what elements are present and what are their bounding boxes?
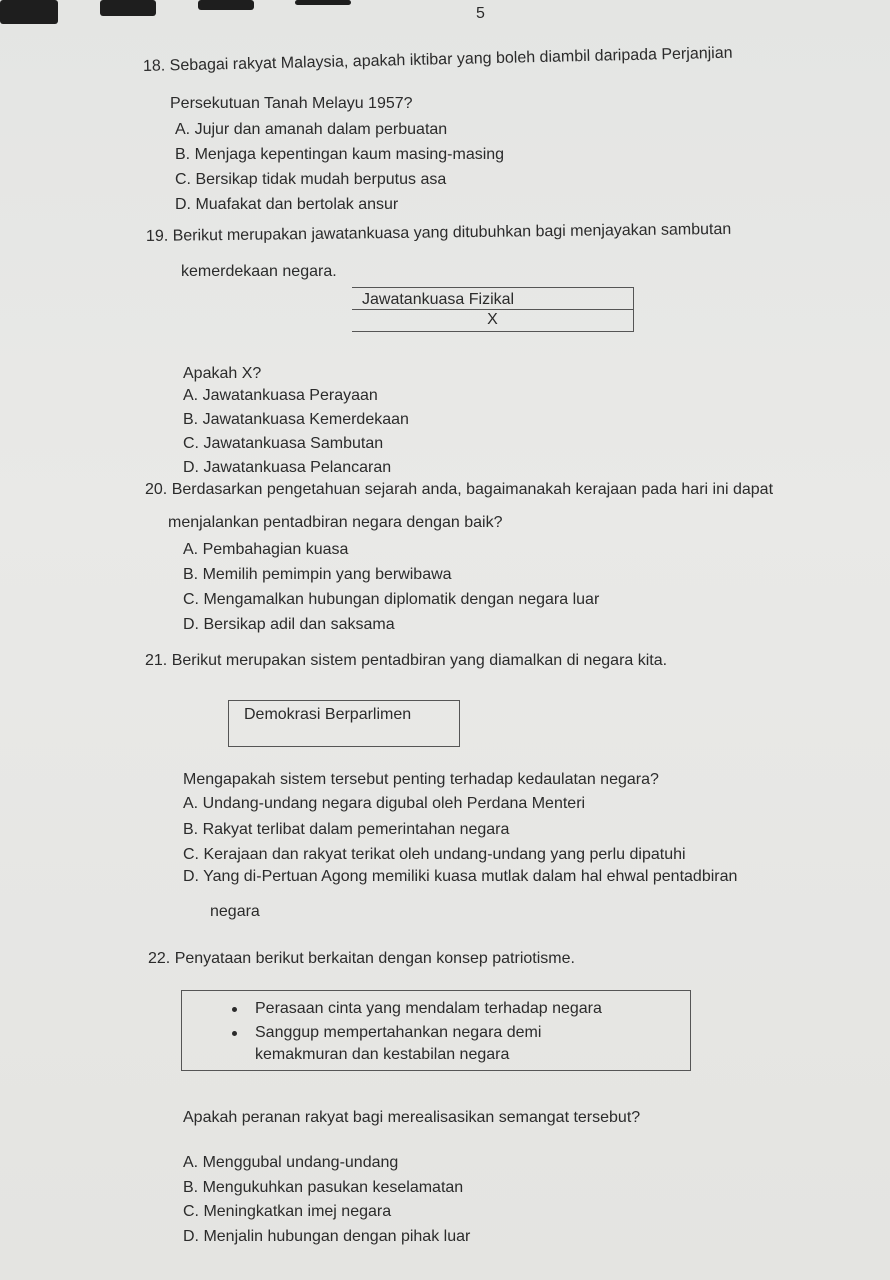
- option-a[interactable]: A. Menggubal undang-undang: [183, 1154, 399, 1171]
- statement: Sanggup mempertahankan negara demi: [255, 1024, 542, 1041]
- option-b[interactable]: B. Rakyat terlibat dalam pemerintahan negara: [183, 821, 510, 838]
- option-a[interactable]: A. Jawatankuasa Perayaan: [183, 387, 378, 404]
- option-b[interactable]: B. Mengukuhkan pasukan keselamatan: [183, 1179, 464, 1196]
- question-text: Persekutuan Tanah Melayu 1957?: [170, 95, 413, 112]
- question-prompt: Apakah X?: [183, 365, 262, 382]
- option-c[interactable]: C. Mengamalkan hubungan diplomatik dengan negara luar: [183, 591, 600, 608]
- question-text: 21. Berikut merupakan sistem pentadbiran yang diamalkan di negara kita.: [145, 652, 668, 669]
- option-c[interactable]: C. Meningkatkan imej negara: [183, 1203, 392, 1220]
- option-d-continuation: negara: [210, 903, 260, 920]
- system-box: [228, 700, 460, 747]
- table-row: Jawatankuasa Fizikal: [362, 291, 515, 308]
- option-b[interactable]: B. Jawatankuasa Kemerdekaan: [183, 411, 409, 428]
- question-text: kemerdekaan negara.: [181, 263, 337, 280]
- option-a[interactable]: A. Jujur dan amanah dalam perbuatan: [175, 121, 448, 138]
- question-prompt: Apakah peranan rakyat bagi merealisasikan semangat tersebut?: [183, 1109, 641, 1126]
- question-text: menjalankan pentadbiran negara dengan baik?: [168, 514, 503, 531]
- binder-tab: [198, 0, 254, 10]
- question-text: 18. Sebagai rakyat Malaysia, apakah iktibar yang boleh diambil daripada Perjanjian: [142, 44, 733, 75]
- option-b[interactable]: B. Menjaga kepentingan kaum masing-masing: [175, 146, 505, 163]
- option-c[interactable]: C. Kerajaan dan rakyat terikat oleh undang-undang yang perlu dipatuhi: [183, 846, 686, 863]
- option-c[interactable]: C. Jawatankuasa Sambutan: [183, 435, 384, 452]
- option-b[interactable]: B. Memilih pemimpin yang berwibawa: [183, 566, 452, 583]
- option-d[interactable]: D. Muafakat dan bertolak ansur: [175, 196, 399, 213]
- option-d[interactable]: D. Bersikap adil dan saksama: [183, 616, 395, 633]
- option-d[interactable]: D. Menjalin hubungan dengan pihak luar: [183, 1228, 471, 1245]
- question-text: 22. Penyataan berikut berkaitan dengan konsep patriotisme.: [148, 950, 575, 967]
- option-c[interactable]: C. Bersikap tidak mudah berputus asa: [175, 171, 447, 188]
- option-d[interactable]: D. Yang di-Pertuan Agong memiliki kuasa mutlak dalam hal ehwal pentadbiran: [183, 868, 738, 885]
- bullet-icon: [232, 1031, 237, 1036]
- statement-continuation: kemakmuran dan kestabilan negara: [255, 1046, 510, 1063]
- bullet-icon: [232, 1007, 237, 1012]
- option-a[interactable]: A. Pembahagian kuasa: [183, 541, 349, 558]
- option-d[interactable]: D. Jawatankuasa Pelancaran: [183, 459, 392, 476]
- question-text: 19. Berikut merupakan jawatankuasa yang ditubuhkan bagi menjayakan sambutan: [145, 220, 732, 245]
- option-a[interactable]: A. Undang-undang negara digubal oleh Perdana Menteri: [183, 795, 586, 812]
- system-label: Demokrasi Berparlimen: [244, 706, 412, 723]
- table-row: X: [487, 311, 498, 328]
- committee-table: [352, 287, 634, 332]
- binder-tab: [100, 0, 156, 16]
- page-number: 5: [476, 5, 485, 22]
- binder-tab: [295, 0, 351, 5]
- question-text: 20. Berdasarkan pengetahuan sejarah anda, bagaimanakah kerajaan pada hari ini dapat: [145, 481, 774, 498]
- binder-tab: [0, 0, 58, 24]
- statement-box: [181, 990, 691, 1071]
- statement: Perasaan cinta yang mendalam terhadap negara: [255, 1000, 602, 1017]
- question-prompt: Mengapakah sistem tersebut penting terhadap kedaulatan negara?: [183, 771, 659, 788]
